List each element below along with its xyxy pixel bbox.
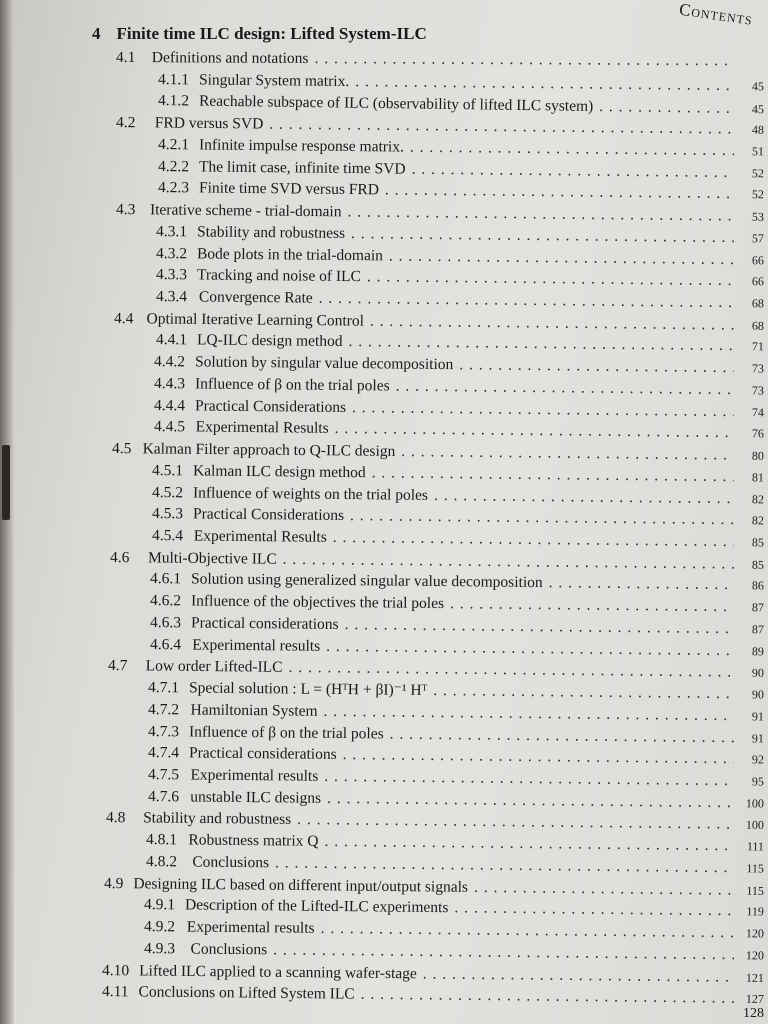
toc-number: 4.10: [101, 962, 130, 980]
toc-page-number: 80: [751, 448, 765, 463]
toc-page-number: 66: [751, 253, 765, 268]
toc-number: 4.7.2: [147, 701, 180, 719]
toc-number: 4.4.2: [153, 353, 186, 371]
toc-page-number: 73: [751, 383, 765, 398]
toc-title: Influence of β on the trial poles: [194, 375, 390, 395]
toc-page-number: 66: [751, 274, 765, 289]
toc-leader-dots: [599, 97, 734, 119]
toc-title: Experimental Results: [193, 527, 327, 546]
toc-page-number: 45: [751, 102, 765, 117]
toc-number: 4.9.2: [143, 918, 176, 936]
toc-leader-dots: [324, 832, 734, 856]
toc-title: Solution by singular value decomposition: [194, 353, 454, 374]
toc-page-number: 82: [751, 492, 765, 507]
toc-title: Special solution : L = (HᵀH + βI)⁻¹ Hᵀ: [188, 679, 428, 699]
toc-number: 4.4.5: [153, 418, 186, 436]
toc-number: 4.3: [115, 201, 136, 219]
toc-number: 4.4: [113, 310, 134, 328]
toc-title: Influence of weights on the trial poles: [192, 484, 429, 504]
toc-page-number: 68: [751, 318, 765, 333]
toc-leader-dots: [385, 180, 734, 204]
toc-title: Tracking and noise of ILC: [196, 266, 361, 286]
toc-section: [116, 48, 760, 71]
toc-page-number: 115: [746, 883, 765, 898]
toc-page-number: 86: [751, 578, 765, 593]
toc-leader-dots: [288, 658, 734, 683]
toc-number: 4.3.2: [155, 245, 188, 263]
toc-number: 4.7.5: [147, 766, 180, 784]
toc-number: 4.11: [101, 983, 129, 1001]
toc-number: 4.3.4: [155, 288, 188, 306]
toc-number: 4.6.2: [149, 592, 182, 610]
toc-title: Reachable subspace of ILC (observability of lifted ILC system): [198, 92, 594, 115]
toc-number: 4.1.2: [157, 92, 190, 110]
toc-leader-dots: [345, 615, 735, 639]
toc-title: Experimental results: [186, 918, 315, 937]
toc-title: Iterative scheme - trial-domain: [149, 201, 342, 221]
toc-leader-dots: [351, 224, 734, 248]
toc-leader-dots: [347, 202, 734, 226]
toc-leader-dots: [390, 725, 735, 749]
toc-leader-dots: [434, 486, 734, 509]
toc-page-number: 73: [751, 361, 765, 376]
toc-leader-dots: [350, 506, 734, 530]
toc-page-number: 57: [751, 231, 765, 246]
toc-page-number: 85: [751, 557, 765, 572]
toc-page-number: 127: [745, 991, 765, 1006]
toc-leader-dots: [433, 681, 734, 704]
toc-title: Low order Lifted-ILC: [145, 657, 283, 676]
toc-title: Influence of β on the trial poles: [188, 723, 384, 743]
toc-leader-dots: [450, 594, 734, 617]
toc-number: 4.5.3: [151, 505, 184, 523]
toc-leader-dots: [321, 919, 735, 943]
toc-number: 4.3.3: [155, 266, 188, 284]
toc-title: Description of the Lifted-ILC experiments: [184, 896, 449, 917]
toc-title: Robustness matrix Q: [188, 831, 319, 850]
toc-page-number: 87: [751, 622, 765, 637]
toc-page-number: 68: [751, 296, 765, 311]
toc-title: Singular System matrix.: [198, 71, 350, 91]
toc-page-number: 120: [745, 948, 765, 963]
toc-title: Bode plots in the trial-domain: [196, 245, 384, 265]
toc-title: Designing ILC based on different input/output signals: [133, 875, 469, 896]
toc-number: 4.7.4: [147, 744, 180, 762]
toc-title: FRD versus SVD: [154, 114, 264, 133]
toc-number: 4.7.3: [147, 723, 180, 741]
toc-page-number: 92: [751, 752, 765, 767]
toc-page-number: 74: [751, 405, 765, 420]
toc-number: 4.4.4: [153, 397, 186, 415]
toc-title: Kalman ILC design method: [192, 462, 366, 482]
toc-page-number: 121: [745, 970, 765, 985]
toc-leader-dots: [389, 246, 734, 270]
toc-number: 4.4.1: [155, 331, 188, 349]
toc-number: 4.2: [115, 114, 136, 132]
toc-title: Finite time SVD versus FRD: [198, 179, 380, 199]
toc-page-number: 52: [751, 166, 765, 181]
toc-title: unstable ILC designs: [190, 788, 322, 807]
toc-leader-dots: [314, 49, 730, 71]
toc-leader-dots: [352, 398, 734, 422]
toc-page-number: 85: [751, 535, 765, 550]
toc-leader-dots: [326, 637, 734, 661]
toc-title: Solution using generalized singular value decomposition: [190, 570, 543, 592]
toc-title: Hamiltonian System: [190, 701, 318, 720]
toc-leader-dots: [459, 355, 734, 378]
toc-page-number: 100: [745, 817, 765, 832]
toc-page-number: 81: [751, 470, 765, 485]
toc-title: Influence of the objectives the trial poles: [190, 592, 445, 613]
toc-leader-dots: [412, 160, 735, 183]
toc-leader-dots: [396, 377, 735, 401]
toc-title: Conclusions on Lifted System ILC: [138, 983, 355, 1003]
toc-title: Practical Considerations: [194, 397, 347, 417]
toc-number: 4.1: [115, 49, 136, 67]
toc-number: 4.9: [103, 875, 124, 893]
toc-page-number: 76: [751, 426, 765, 441]
chapter-number: 4: [92, 24, 101, 43]
toc-leader-dots: [324, 767, 734, 791]
toc-number: 4.5: [111, 440, 132, 458]
toc-title: Practical considerations: [190, 614, 339, 633]
toc-page-number: 91: [751, 709, 765, 724]
toc-leader-dots: [348, 332, 734, 356]
toc-number: 4.8: [105, 809, 126, 827]
toc-page-number: 111: [746, 839, 765, 854]
toc-number: 4.6: [109, 549, 130, 567]
toc-number: 4.8.2: [145, 853, 178, 871]
toc-page-number: 90: [751, 687, 765, 702]
toc-leader-dots: [549, 573, 734, 595]
toc-number: 4.6.1: [149, 570, 182, 588]
toc-page-number: 120: [745, 926, 765, 941]
toc-number: 4.1.1: [157, 71, 190, 89]
toc-page-number: 53: [751, 209, 765, 224]
toc-number: 4.8.1: [145, 831, 178, 849]
toc-leader-dots: [372, 463, 735, 487]
toc-page-number: 71: [751, 339, 765, 354]
toc-leader-dots: [297, 810, 734, 835]
toc-page-number: 48: [751, 122, 765, 137]
toc-number: 4.2.1: [157, 136, 190, 154]
chapter-title: Finite time ILC design: Lifted System-ILC: [116, 24, 427, 43]
toc-number: 4.4.3: [153, 375, 186, 393]
toc-page-number: 95: [751, 774, 765, 789]
toc-page-number: 52: [751, 187, 765, 202]
toc-number: 4.7: [107, 657, 128, 675]
toc-page-number: 90: [751, 665, 765, 680]
toc-page-number: 100: [745, 796, 765, 811]
toc-title: Stability and robustness: [196, 223, 346, 242]
toc-title: Practical considerations: [188, 744, 337, 763]
toc-title: Practical Considerations: [192, 505, 345, 525]
toc-page-number: 91: [751, 731, 765, 746]
toc-number: 4.9.3: [143, 940, 176, 958]
toc-title: Conclusions: [192, 853, 270, 872]
toc-number: 4.2.2: [157, 158, 190, 176]
toc-page-number: 89: [751, 644, 765, 659]
toc-leader-dots: [335, 419, 735, 443]
toc-title: Optimal Iterative Learning Control: [146, 310, 365, 330]
toc-number: 4.2.3: [157, 179, 190, 197]
toc-trailing-page: [712, 1004, 764, 1024]
toc-number: 4.6.4: [149, 636, 182, 654]
toc-number: 4.5.1: [151, 462, 184, 480]
toc-title: Infinite impulse response matrix.: [198, 136, 404, 156]
toc-leader-dots: [410, 138, 734, 161]
toc-leader-dots: [454, 898, 734, 921]
toc-title: Lifted ILC applied to a scanning wafer-stage: [139, 962, 417, 983]
toc-title: LQ-ILC design method: [196, 331, 343, 350]
toc-leader-dots: [423, 964, 734, 987]
toc-number: 4.9.1: [143, 896, 176, 914]
toc-page-number: 45: [751, 79, 765, 94]
toc-leader-dots: [319, 289, 734, 313]
toc-number: 4.6.3: [149, 614, 182, 632]
toc-leader-dots: [323, 702, 734, 726]
toc-leader-dots: [401, 442, 734, 465]
toc-number: 4.5.4: [151, 527, 184, 545]
toc-title: Experimental results: [192, 636, 321, 655]
toc-page-number: 87: [751, 600, 765, 615]
toc-leader-dots: [333, 528, 734, 552]
toc-page-number: 115: [746, 861, 765, 876]
chapter-heading: [92, 24, 592, 44]
running-header: Contents: [678, 0, 754, 29]
toc-leader-dots: [275, 853, 734, 878]
toc-page-number: 128: [743, 1006, 764, 1021]
toc-title: Multi-Objective ILC: [147, 549, 277, 568]
toc-leader-dots: [273, 940, 734, 965]
toc-number: 4.3.1: [155, 223, 188, 241]
toc-title: Convergence Rate: [198, 288, 313, 307]
toc-page-number: 51: [751, 144, 765, 159]
toc-page-number: 119: [746, 904, 765, 919]
toc-leader-dots: [269, 115, 734, 140]
toc-page-number: 82: [751, 513, 765, 528]
toc-leader-dots: [327, 789, 734, 813]
toc-title: Kalman Filter approach to Q-ILC design: [142, 440, 396, 460]
toc-leader-dots: [474, 878, 734, 901]
toc-leader-dots: [367, 267, 734, 291]
toc-number: 4.7.6: [147, 788, 180, 806]
toc-leader-dots: [355, 72, 734, 96]
toc-number: 4.5.2: [151, 484, 184, 502]
toc-title: Conclusions: [190, 940, 268, 959]
toc-leader-dots: [343, 745, 735, 769]
toc-title: Experimental results: [190, 766, 319, 785]
toc-title: Stability and robustness: [143, 809, 292, 828]
toc-leader-dots: [361, 985, 734, 1009]
toc-title: Definitions and notations: [151, 49, 309, 68]
toc-title: The limit case, infinite time SVD: [198, 158, 406, 178]
toc-title: Experimental Results: [195, 418, 329, 437]
toc-number: 4.7.1: [147, 679, 180, 697]
